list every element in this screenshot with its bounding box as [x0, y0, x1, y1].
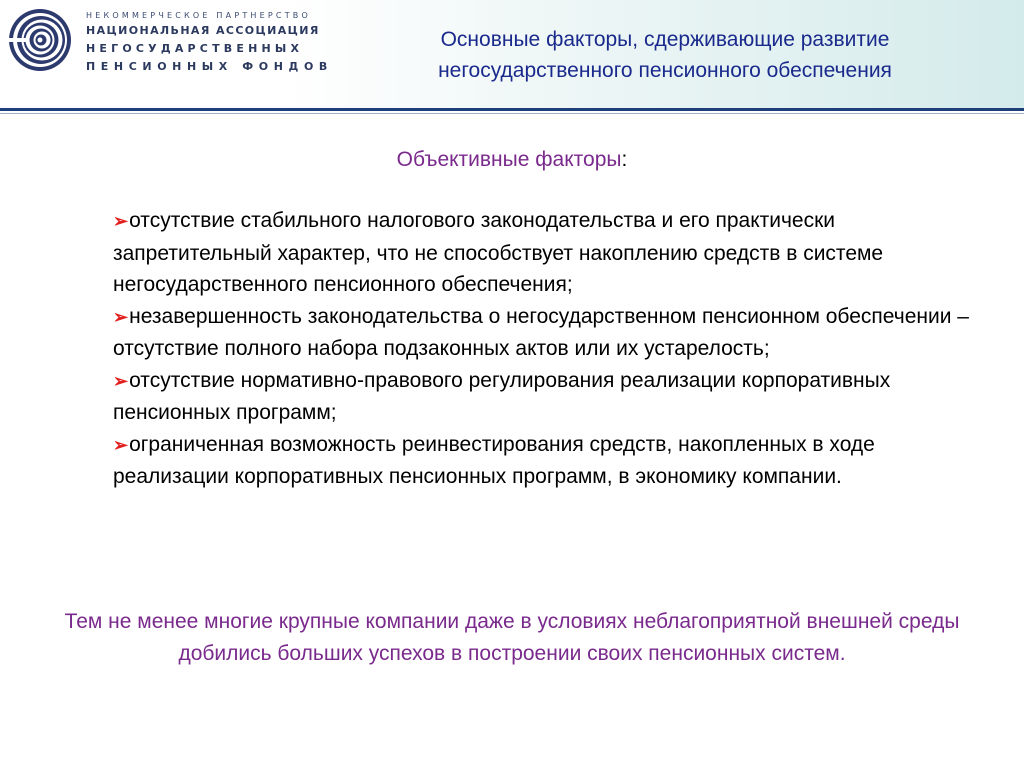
list-item [113, 429, 973, 493]
slide-title [360, 24, 970, 86]
list-item [113, 301, 973, 365]
list-item-text: ограниченная возможность реинвестирования средств, накопленных в ходе реализации корпоративных пенсионных программ, в экономику компании. [113, 432, 875, 488]
header-divider-thin [0, 113, 1024, 114]
arrow-bullet-icon: ➢ [113, 211, 129, 231]
arrow-bullet-icon: ➢ [113, 434, 129, 455]
list-item [113, 205, 973, 301]
list-item-text: отсутствие нормативно-правового регулирования реализации корпоративных пенсионных программ; [113, 368, 891, 424]
logo-line-pension-funds: ПЕНСИОННЫХ ФОНДОВ [86, 60, 333, 73]
logo-wordmark [86, 10, 333, 76]
slide-title-line-1: Основные факторы, сдерживающие развитие [440, 28, 890, 51]
list-item-text: отсутствие стабильного налогового законодательства и его практически запретительный характер, что не способствует накоплению средств в системе негосударственного пенсионного обеспечения; [113, 209, 884, 296]
header-band [0, 0, 1024, 108]
header-divider [0, 108, 1024, 111]
conclusion-text: Тем не менее многие крупные компании даже в условиях неблагоприятной внешней среды добились больших успехов в построении своих пенсионных систем. [64, 610, 960, 665]
list-item [113, 365, 973, 429]
logo-line-association: НАЦИОНАЛЬНАЯ АССОЦИАЦИЯ [86, 24, 320, 37]
subtitle-colon: : [621, 148, 628, 171]
spiral-logo-icon [8, 8, 72, 72]
slide-title-line-2: негосударственного пенсионного обеспечения [438, 59, 892, 82]
logo-line-nongovernmental: НЕГОСУДАРСТВЕННЫХ [86, 42, 304, 55]
arrow-bullet-icon: ➢ [113, 370, 129, 391]
section-subtitle [0, 148, 1024, 172]
subtitle-text: Объективные факторы [396, 148, 622, 171]
factors-list [113, 205, 973, 493]
list-item-text: незавершенность законодательства о негосударственном пенсионном обеспечении – отсутствие полного набора подзаконных актов или их устарелость; [113, 304, 969, 360]
logo-line-partnership: НЕКОММЕРЧЕСКОЕ ПАРТНЕРСТВО [86, 11, 311, 20]
arrow-bullet-icon: ➢ [113, 306, 129, 327]
